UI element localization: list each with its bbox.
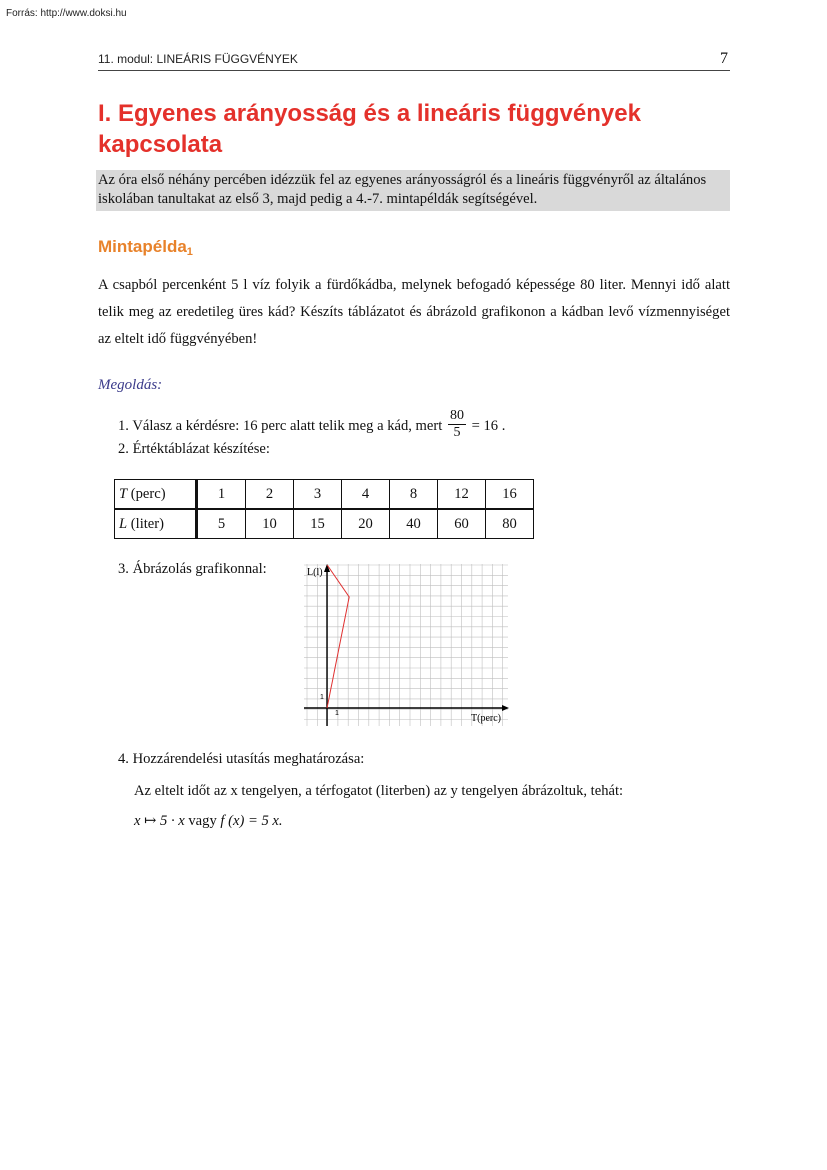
row-header-time [115,480,197,510]
value-table [114,479,534,539]
step-4: 4. Hozzárendelési utasítás meghatározása: [118,751,365,767]
unit-liter: (liter) [127,515,164,532]
page-number: 7 [720,50,728,67]
table-cell: 20 [342,509,390,539]
example-title [98,237,193,258]
problem-text: A csapból percenként 5 l víz folyik a fürdőkádba, melynek befogadó képessége 80 liter. Mennyi idő alatt telik meg az eredetileg üres kád? Készíts táblázatot és ábrázold grafikonon a kádban levő vízmennyiséget az eltelt idő függvényében! [98,277,730,347]
step-1-text: 1. Válasz a kérdésre: 16 perc alatt telik meg a kád, mert [118,417,443,434]
formula-or: vagy [184,813,221,829]
row-header-liter [115,509,197,539]
y-tick-label: 1 [320,694,324,701]
table-cell: 80 [486,509,534,539]
table-cell: 8 [390,480,438,510]
table-cell: 1 [197,480,246,510]
module-title: 11. modul: LINEÁRIS FÜGGVÉNYEK [98,52,298,66]
formula-function: f (x) = 5 x. [220,813,283,829]
x-axis-label: T(perc) [471,713,501,724]
example-title-text: Mintapélda [98,237,187,256]
fraction-denominator: 5 [453,425,461,440]
table-cell: 60 [438,509,486,539]
intro-box: Az óra első néhány percében idézzük fel az egyenes arányosságról és a lineáris függvényről az általános iskolában tanultakat az első 3, majd pedig a 4.-7. mintapéldák segítségével. [96,170,730,211]
x-tick-label: 1 [335,710,339,717]
step-2: 2. Értéktáblázat készítése: [118,441,270,457]
table-cell: 40 [390,509,438,539]
formula [134,812,283,830]
solution-label: Megoldás: [98,377,163,393]
table-cell: 15 [294,509,342,539]
step-3: 3. Ábrázolás grafikonnal: [118,561,267,577]
table-cell: 10 [246,509,294,539]
x-axis-arrow [502,705,509,711]
table-cell: 12 [438,480,486,510]
y-axis-label: L(l) [307,567,323,578]
graph-svg [304,564,512,730]
fraction-numerator: 80 [449,408,464,423]
step-1-result: = 16 . [471,417,506,434]
step-1 [118,410,505,443]
table-cell: 5 [197,509,246,539]
graph-figure [304,564,512,730]
page-header [98,52,730,71]
unit-perc: (perc) [127,485,166,502]
table-cell: 4 [342,480,390,510]
var-l: L [119,515,128,532]
table-cell: 16 [486,480,534,510]
formula-mapping: x ↦ 5 · x [134,813,185,829]
explanation-text: Az eltelt időt az x tengelyen, a térfogatot (literben) az y tengelyen ábrázoltuk, tehát: [134,783,624,799]
source-url: Forrás: http://www.doksi.hu [6,8,127,19]
var-t: T [119,485,128,502]
example-number: 1 [186,246,193,258]
section-title: I. Egyenes arányosság és a lineáris függvények kapcsolata [98,100,641,158]
fraction [448,408,466,441]
table-cell: 2 [246,480,294,510]
table-cell: 3 [294,480,342,510]
grid-lines [304,564,508,726]
table-row-time [115,480,534,510]
table-row-liter [115,509,534,539]
